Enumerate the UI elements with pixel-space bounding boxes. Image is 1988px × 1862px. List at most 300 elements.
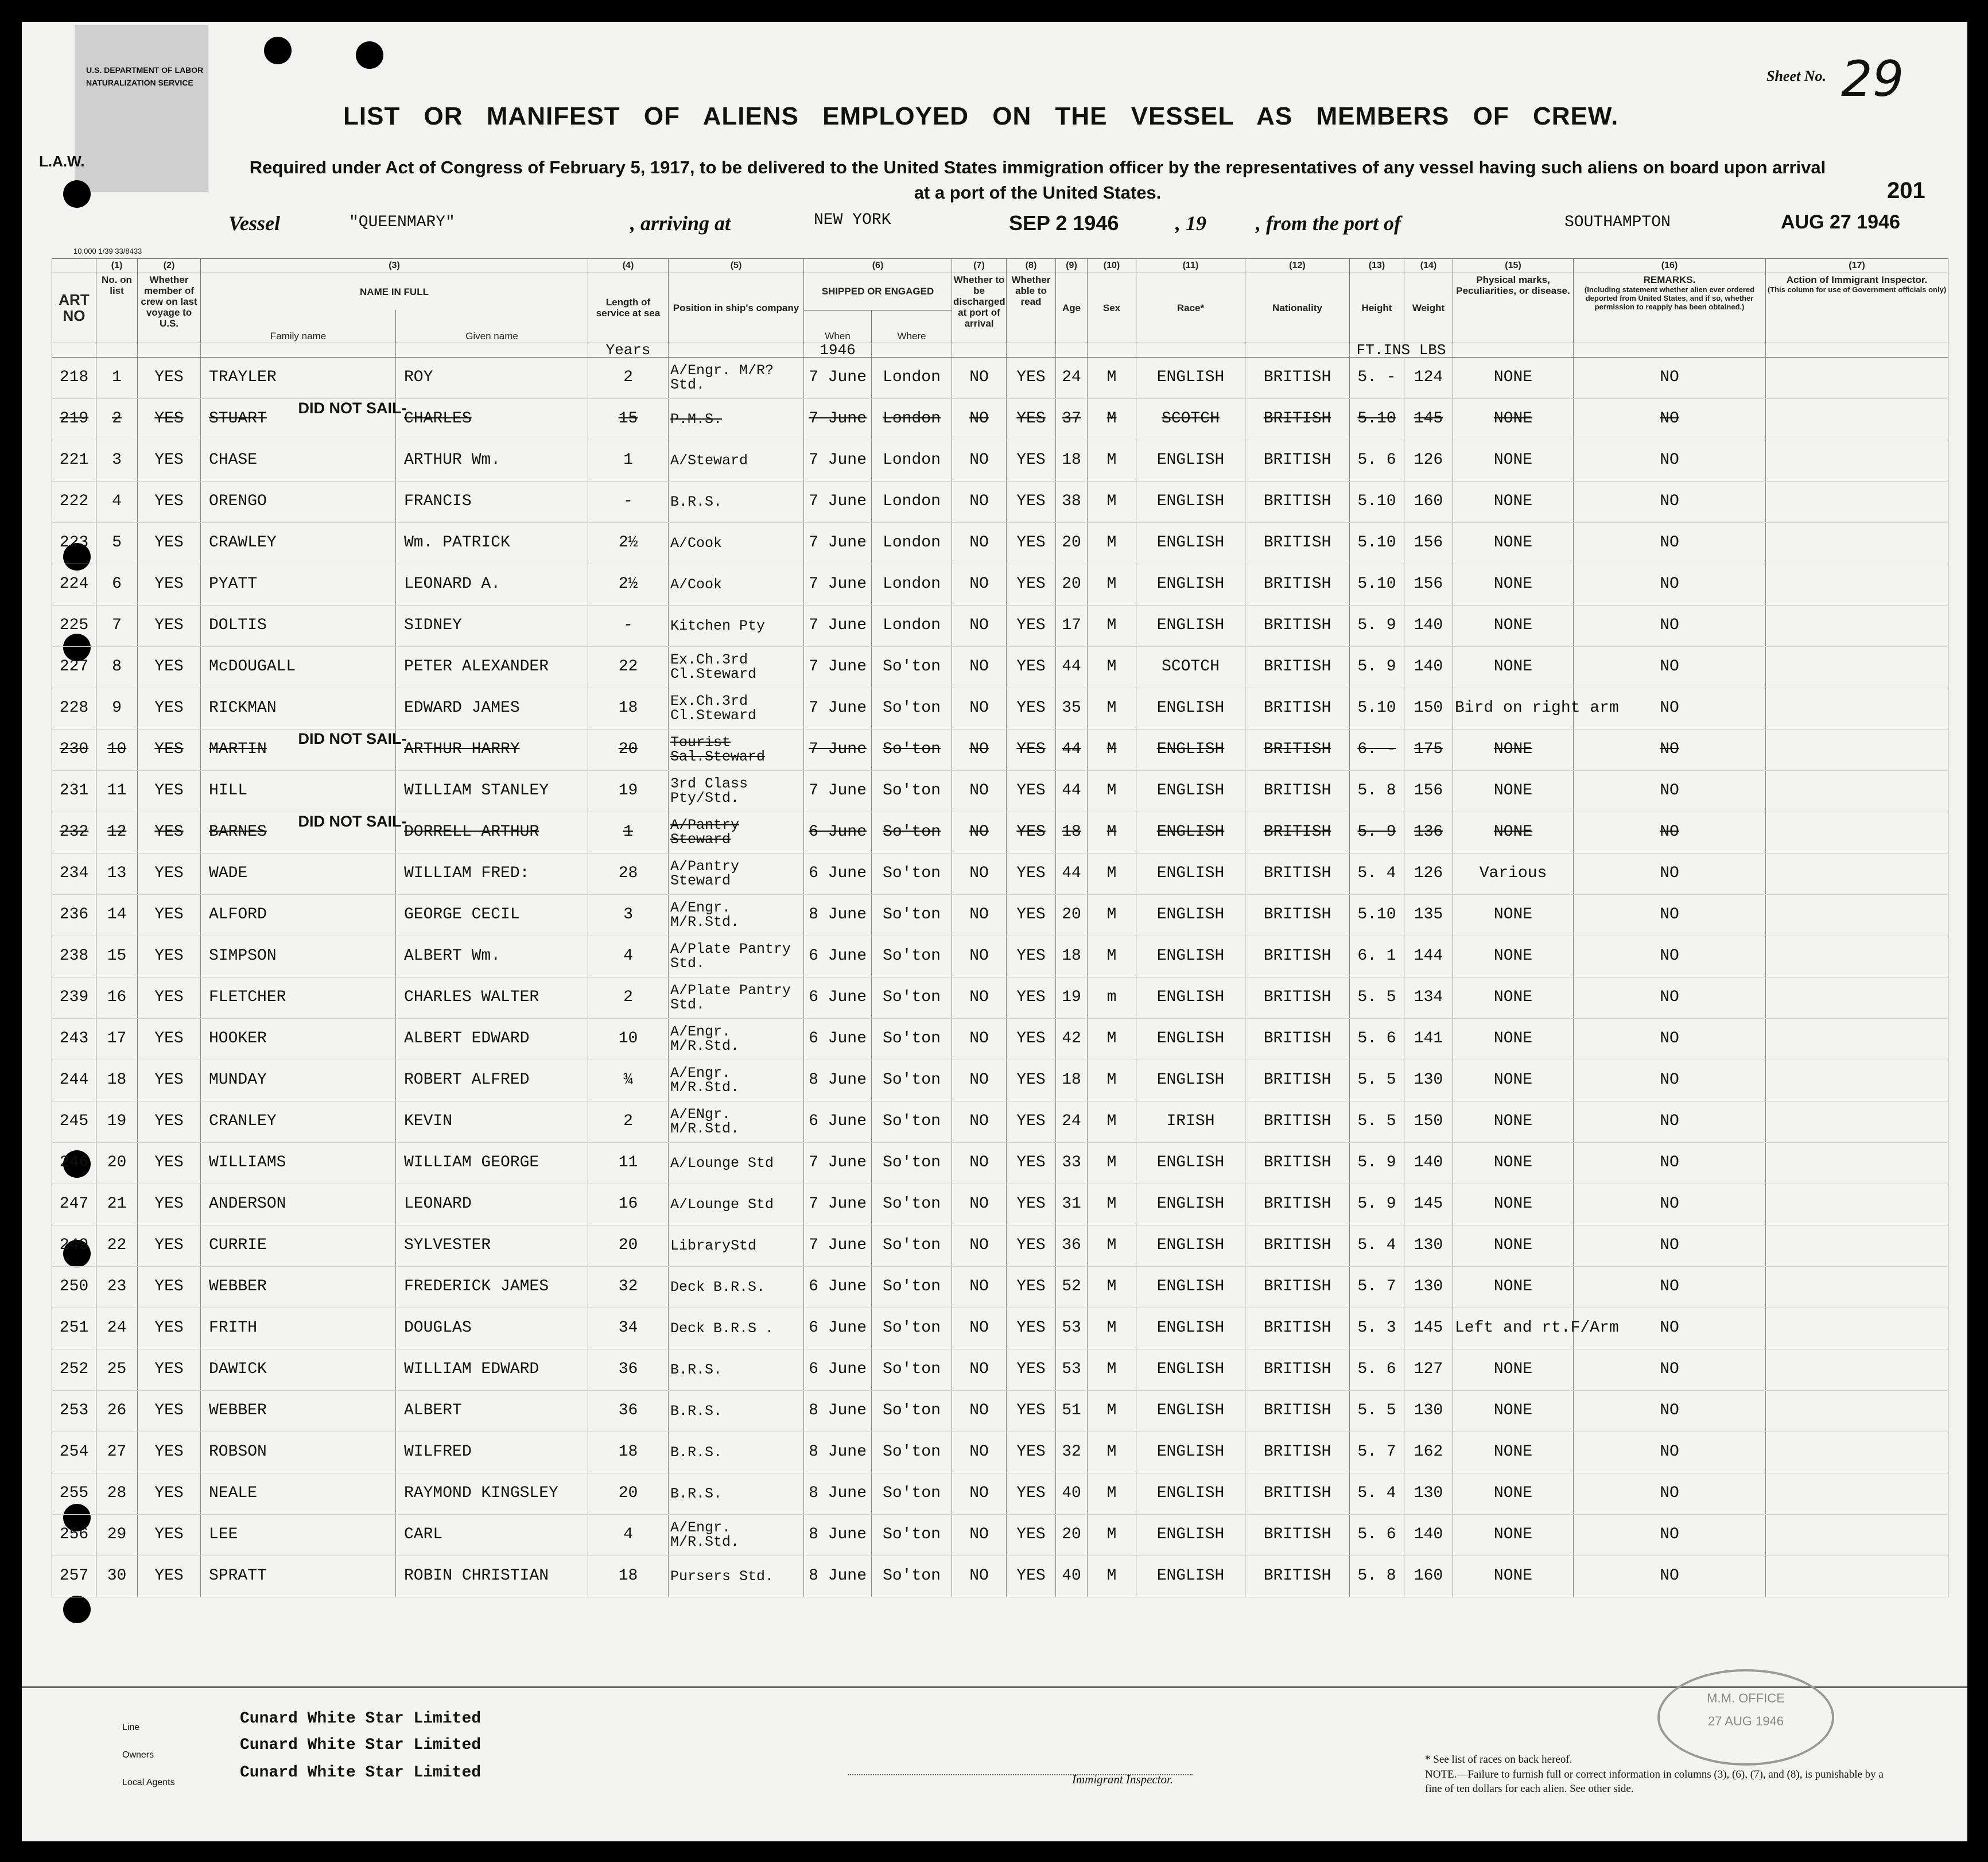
cell-art-number: 251 — [52, 1308, 96, 1349]
cell-physical-marks: Bird on right arm — [1453, 688, 1574, 729]
cell-physical-marks: NONE — [1453, 812, 1574, 853]
punch-hole — [356, 41, 383, 69]
cell-sex: M — [1088, 1018, 1136, 1060]
cell-service-length: 36 — [588, 1390, 669, 1432]
did-not-sail-note: DID NOT SAIL- — [298, 813, 407, 830]
cell-last-voyage: YES — [138, 977, 201, 1018]
cell-position: B.R.S. — [669, 481, 804, 522]
unit-years: Years — [588, 343, 669, 357]
cell-age: 44 — [1056, 646, 1088, 688]
from-label: , from the port of — [1256, 212, 1401, 235]
cell-age: 32 — [1056, 1432, 1088, 1473]
cell-sex: M — [1088, 1225, 1136, 1266]
cell-family-name: MUNDAY — [201, 1060, 396, 1101]
cell-race: ENGLISH — [1136, 1060, 1245, 1101]
cell-given-name: Wm. PATRICK — [396, 522, 588, 564]
cell-position: B.R.S. — [669, 1473, 804, 1514]
header-given-name: Given name — [396, 310, 588, 343]
cell-inspector-action — [1766, 440, 1948, 481]
cell-art-number: 257 — [52, 1555, 96, 1597]
colnum: (7) — [952, 259, 1007, 273]
cell-physical-marks: NONE — [1453, 936, 1574, 977]
cell-age: 36 — [1056, 1225, 1088, 1266]
cell-family-name: TRAYLER — [201, 357, 396, 398]
cell-able-to-read: YES — [1007, 1225, 1056, 1266]
cell-shipped-where: London — [872, 398, 952, 440]
cell-family-name: STUART — [201, 398, 396, 440]
cell-height: 5. 5 — [1350, 977, 1404, 1018]
cell-last-voyage: YES — [138, 688, 201, 729]
cell-art-number: 252 — [52, 1349, 96, 1390]
cell-height: 5. 9 — [1350, 1184, 1404, 1225]
cell-inspector-action — [1766, 770, 1948, 812]
cell-weight: 126 — [1404, 440, 1453, 481]
cell-service-length: 36 — [588, 1349, 669, 1390]
cell-family-name: RICKMAN — [201, 688, 396, 729]
year-label: , 19 — [1175, 212, 1206, 235]
cell-given-name: ARTHUR HARRY — [396, 729, 588, 770]
cell-shipped-when: 7 June — [804, 357, 872, 398]
cell-service-length: 2½ — [588, 564, 669, 605]
cell-nationality: BRITISH — [1245, 1473, 1350, 1514]
cell-race: ENGLISH — [1136, 1225, 1245, 1266]
cell-family-name: CRANLEY — [201, 1101, 396, 1142]
cell-race: ENGLISH — [1136, 1308, 1245, 1349]
cell-height: 5.10 — [1350, 688, 1404, 729]
law-mark: L.A.W. — [39, 153, 85, 170]
cell-weight: 162 — [1404, 1432, 1453, 1473]
cell-discharged: NO — [952, 1101, 1007, 1142]
cell-discharged: NO — [952, 481, 1007, 522]
cell-inspector-action — [1766, 977, 1948, 1018]
cell-art-number: 228 — [52, 688, 96, 729]
table-row — [52, 1555, 1948, 1597]
cell-shipped-where: So'ton — [872, 1473, 952, 1514]
owners-label: Owners — [122, 1750, 154, 1760]
cell-nationality: BRITISH — [1245, 1018, 1350, 1060]
cell-nationality: BRITISH — [1245, 770, 1350, 812]
cell-shipped-where: London — [872, 522, 952, 564]
cell-age: 18 — [1056, 440, 1088, 481]
cell-physical-marks: NONE — [1453, 1555, 1574, 1597]
cell-last-voyage: YES — [138, 1514, 201, 1555]
cell-discharged: NO — [952, 688, 1007, 729]
cell-race: ENGLISH — [1136, 440, 1245, 481]
cell-inspector-action — [1766, 1266, 1948, 1308]
cell-given-name: EDWARD JAMES — [396, 688, 588, 729]
cell-position: A/Engr. M/R.Std. — [669, 1018, 804, 1060]
cell-able-to-read: YES — [1007, 936, 1056, 977]
cell-list-number: 6 — [96, 564, 138, 605]
table-row — [52, 1225, 1948, 1266]
cell-weight: 130 — [1404, 1060, 1453, 1101]
cell-shipped-when: 7 June — [804, 770, 872, 812]
cell-shipped-when: 6 June — [804, 1266, 872, 1308]
cell-service-length: 20 — [588, 1225, 669, 1266]
cell-weight: 144 — [1404, 936, 1453, 977]
cell-shipped-when: 7 June — [804, 1225, 872, 1266]
cell-art-number: 246 — [52, 1142, 96, 1184]
cell-given-name: WILLIAM EDWARD — [396, 1349, 588, 1390]
arrival-date-stamp: SEP 2 1946 — [1009, 211, 1119, 235]
cell-age: 44 — [1056, 770, 1088, 812]
cell-shipped-when: 6 June — [804, 1018, 872, 1060]
cell-physical-marks: NONE — [1453, 977, 1574, 1018]
cell-family-name: DAWICK — [201, 1349, 396, 1390]
colnum: (14) — [1404, 259, 1453, 273]
cell-physical-marks: NONE — [1453, 1349, 1574, 1390]
colnum: (6) — [804, 259, 952, 273]
cell-able-to-read: YES — [1007, 1432, 1056, 1473]
cell-race: ENGLISH — [1136, 1266, 1245, 1308]
cell-given-name: LEONARD — [396, 1184, 588, 1225]
arriving-label: , arriving at — [630, 212, 731, 235]
cell-position: Kitchen Pty — [669, 605, 804, 646]
cell-height: 5. 4 — [1350, 1225, 1404, 1266]
cell-given-name: ROY — [396, 357, 588, 398]
cell-nationality: BRITISH — [1245, 1266, 1350, 1308]
cell-discharged: NO — [952, 812, 1007, 853]
cell-family-name: CRAWLEY — [201, 522, 396, 564]
cell-remarks: NO — [1574, 564, 1766, 605]
cell-age: 53 — [1056, 1308, 1088, 1349]
cell-art-number: 249 — [52, 1225, 96, 1266]
cell-shipped-where: So'ton — [872, 1142, 952, 1184]
cell-service-length: 11 — [588, 1142, 669, 1184]
cell-sex: M — [1088, 1432, 1136, 1473]
cell-position: A/Engr. M/R.Std. — [669, 894, 804, 936]
cell-remarks: NO — [1574, 1514, 1766, 1555]
vessel-name: "QUEENMARY" — [349, 214, 455, 231]
cell-position: Deck B.R.S . — [669, 1308, 804, 1349]
cell-discharged: NO — [952, 1432, 1007, 1473]
cell-height: 5. - — [1350, 357, 1404, 398]
cell-nationality: BRITISH — [1245, 646, 1350, 688]
cell-sex: M — [1088, 1060, 1136, 1101]
cell-height: 5. 9 — [1350, 605, 1404, 646]
cell-shipped-when: 8 June — [804, 894, 872, 936]
cell-race: SCOTCH — [1136, 398, 1245, 440]
cell-shipped-when: 8 June — [804, 1473, 872, 1514]
cell-race: ENGLISH — [1136, 564, 1245, 605]
colnum: (3) — [201, 259, 588, 273]
cell-physical-marks: NONE — [1453, 1018, 1574, 1060]
table-row — [52, 605, 1948, 646]
cell-list-number: 22 — [96, 1225, 138, 1266]
cell-discharged: NO — [952, 522, 1007, 564]
table-row — [52, 1390, 1948, 1432]
cell-shipped-when: 7 June — [804, 481, 872, 522]
cell-position: A/Lounge Std — [669, 1184, 804, 1225]
cell-physical-marks: NONE — [1453, 646, 1574, 688]
did-not-sail-note: DID NOT SAIL- — [298, 399, 407, 417]
cell-age: 44 — [1056, 729, 1088, 770]
cell-given-name: ARTHUR Wm. — [396, 440, 588, 481]
cell-last-voyage: YES — [138, 1432, 201, 1473]
cell-last-voyage: YES — [138, 1266, 201, 1308]
cell-physical-marks: NONE — [1453, 440, 1574, 481]
colnum: (2) — [138, 259, 201, 273]
cell-weight: 156 — [1404, 564, 1453, 605]
cell-art-number: 238 — [52, 936, 96, 977]
cell-list-number: 4 — [96, 481, 138, 522]
crew-table — [52, 258, 1948, 1597]
cell-height: 5. 6 — [1350, 1018, 1404, 1060]
cell-list-number: 15 — [96, 936, 138, 977]
cell-service-length: 28 — [588, 853, 669, 894]
cell-list-number: 28 — [96, 1473, 138, 1514]
cell-list-number: 26 — [96, 1390, 138, 1432]
cell-given-name: WILLIAM FRED: — [396, 853, 588, 894]
cell-remarks: NO — [1574, 770, 1766, 812]
cell-service-length: 32 — [588, 1266, 669, 1308]
cell-shipped-where: So'ton — [872, 1514, 952, 1555]
cell-height: 5. 9 — [1350, 812, 1404, 853]
cell-inspector-action — [1766, 1349, 1948, 1390]
unit-ft-lbs: FT.INS LBS — [1350, 343, 1453, 357]
header-when: When — [804, 310, 872, 343]
vessel-label: Vessel — [228, 212, 280, 235]
cell-remarks: NO — [1574, 522, 1766, 564]
cell-position: A/Steward — [669, 440, 804, 481]
cell-shipped-where: So'ton — [872, 1349, 952, 1390]
cell-nationality: BRITISH — [1245, 1184, 1350, 1225]
cell-sex: M — [1088, 770, 1136, 812]
cell-height: 5. 7 — [1350, 1266, 1404, 1308]
cell-able-to-read: YES — [1007, 481, 1056, 522]
cell-sex: M — [1088, 1473, 1136, 1514]
table-row — [52, 481, 1948, 522]
cell-height: 5.10 — [1350, 481, 1404, 522]
cell-service-length: 18 — [588, 1555, 669, 1597]
table-row — [52, 646, 1948, 688]
cell-service-length: 10 — [588, 1018, 669, 1060]
cell-shipped-where: So'ton — [872, 853, 952, 894]
cell-able-to-read: YES — [1007, 522, 1056, 564]
cell-family-name: WILLIAMS — [201, 1142, 396, 1184]
cell-weight: 175 — [1404, 729, 1453, 770]
did-not-sail-note: DID NOT SAIL- — [298, 730, 407, 747]
cell-able-to-read: YES — [1007, 977, 1056, 1018]
cell-position: Ex.Ch.3rd Cl.Steward — [669, 646, 804, 688]
cell-given-name: DOUGLAS — [396, 1308, 588, 1349]
cell-able-to-read: YES — [1007, 729, 1056, 770]
cell-sex: M — [1088, 1308, 1136, 1349]
cell-weight: 140 — [1404, 1142, 1453, 1184]
cell-race: ENGLISH — [1136, 770, 1245, 812]
cell-service-length: 4 — [588, 1514, 669, 1555]
table-row — [52, 688, 1948, 729]
cell-remarks: NO — [1574, 1060, 1766, 1101]
cell-sex: M — [1088, 522, 1136, 564]
cell-physical-marks: NONE — [1453, 1225, 1574, 1266]
cell-given-name: CHARLES WALTER — [396, 977, 588, 1018]
table-row — [52, 853, 1948, 894]
seal-line-1: M.M. OFFICE — [1707, 1691, 1785, 1705]
header-action — [1766, 273, 1948, 343]
cell-able-to-read: YES — [1007, 1555, 1056, 1597]
cell-position: A/Engr. M/R.Std. — [669, 1060, 804, 1101]
header-remarks — [1574, 273, 1766, 343]
cell-physical-marks: NONE — [1453, 1390, 1574, 1432]
cell-family-name: PYATT — [201, 564, 396, 605]
cell-inspector-action — [1766, 1142, 1948, 1184]
cell-nationality: BRITISH — [1245, 1101, 1350, 1142]
cell-inspector-action — [1766, 812, 1948, 853]
cell-physical-marks: Various — [1453, 853, 1574, 894]
cell-nationality: BRITISH — [1245, 894, 1350, 936]
cell-race: ENGLISH — [1136, 1473, 1245, 1514]
cell-last-voyage: YES — [138, 1101, 201, 1142]
cell-inspector-action — [1766, 1432, 1948, 1473]
cell-race: ENGLISH — [1136, 1390, 1245, 1432]
cell-able-to-read: YES — [1007, 1514, 1056, 1555]
cell-inspector-action — [1766, 357, 1948, 398]
agents-label: Local Agents — [122, 1778, 175, 1787]
cell-height: 5. 9 — [1350, 1142, 1404, 1184]
departure-port: SOUTHAMPTON — [1564, 214, 1671, 231]
cell-service-length: 18 — [588, 1432, 669, 1473]
cell-weight: 140 — [1404, 605, 1453, 646]
cell-list-number: 2 — [96, 398, 138, 440]
cell-family-name: HILL — [201, 770, 396, 812]
cell-given-name: WILFRED — [396, 1432, 588, 1473]
seal-line-2: 27 AUG 1946 — [1707, 1714, 1784, 1728]
cell-age: 35 — [1056, 688, 1088, 729]
header-age: Age — [1056, 273, 1088, 343]
cell-shipped-when: 7 June — [804, 1142, 872, 1184]
table-row — [52, 1349, 1948, 1390]
cell-sex: M — [1088, 688, 1136, 729]
cell-service-length: 2 — [588, 977, 669, 1018]
cell-last-voyage: YES — [138, 357, 201, 398]
cell-nationality: BRITISH — [1245, 1349, 1350, 1390]
cell-race: ENGLISH — [1136, 1184, 1245, 1225]
cell-discharged: NO — [952, 1390, 1007, 1432]
header-art-no: ART NO — [52, 273, 96, 343]
cell-list-number: 23 — [96, 1266, 138, 1308]
cell-given-name: KEVIN — [396, 1101, 588, 1142]
cell-sex: M — [1088, 564, 1136, 605]
header-weight: Weight — [1404, 273, 1453, 343]
cell-art-number: 244 — [52, 1060, 96, 1101]
sheet-number: 29 — [1841, 51, 1904, 108]
cell-art-number: 230 — [52, 729, 96, 770]
cell-shipped-when: 6 June — [804, 1101, 872, 1142]
cell-able-to-read: YES — [1007, 646, 1056, 688]
cell-given-name: RAYMOND KINGSLEY — [396, 1473, 588, 1514]
cell-position: B.R.S. — [669, 1432, 804, 1473]
table-row — [52, 1184, 1948, 1225]
table-row — [52, 1473, 1948, 1514]
cell-last-voyage: YES — [138, 646, 201, 688]
cell-art-number: 254 — [52, 1432, 96, 1473]
department-stamp — [75, 25, 208, 192]
cell-shipped-where: London — [872, 481, 952, 522]
sheet-label: Sheet No. — [1766, 68, 1826, 84]
cell-discharged: NO — [952, 1266, 1007, 1308]
arrival-port: NEW YORK — [814, 211, 891, 229]
cell-discharged: NO — [952, 564, 1007, 605]
cell-shipped-where: So'ton — [872, 729, 952, 770]
cell-shipped-where: So'ton — [872, 1390, 952, 1432]
line-label: Line — [122, 1723, 140, 1732]
cell-shipped-where: So'ton — [872, 1432, 952, 1473]
cell-family-name: NEALE — [201, 1473, 396, 1514]
cell-given-name: ALBERT — [396, 1390, 588, 1432]
cell-age: 18 — [1056, 812, 1088, 853]
table-row — [52, 564, 1948, 605]
cell-able-to-read: YES — [1007, 564, 1056, 605]
cell-shipped-where: London — [872, 564, 952, 605]
cell-service-length: 2 — [588, 1101, 669, 1142]
cell-shipped-where: So'ton — [872, 936, 952, 977]
cell-physical-marks: NONE — [1453, 1184, 1574, 1225]
cell-discharged: NO — [952, 770, 1007, 812]
cell-family-name: WEBBER — [201, 1390, 396, 1432]
cell-family-name: MARTIN — [201, 729, 396, 770]
cell-inspector-action — [1766, 894, 1948, 936]
cell-shipped-where: So'ton — [872, 770, 952, 812]
cell-race: ENGLISH — [1136, 357, 1245, 398]
cell-remarks: NO — [1574, 729, 1766, 770]
cell-race: ENGLISH — [1136, 1514, 1245, 1555]
cell-sex: M — [1088, 894, 1136, 936]
cell-family-name: CURRIE — [201, 1225, 396, 1266]
cell-physical-marks: NONE — [1453, 1266, 1574, 1308]
cell-weight: 126 — [1404, 853, 1453, 894]
cell-sex: M — [1088, 812, 1136, 853]
manifest-document — [22, 22, 1967, 1841]
cell-able-to-read: YES — [1007, 605, 1056, 646]
cell-remarks: NO — [1574, 1184, 1766, 1225]
cell-nationality: BRITISH — [1245, 1390, 1350, 1432]
cell-age: 53 — [1056, 1349, 1088, 1390]
cell-position: Deck B.R.S. — [669, 1266, 804, 1308]
cell-shipped-when: 7 June — [804, 688, 872, 729]
colnum: (4) — [588, 259, 669, 273]
cell-last-voyage: YES — [138, 1473, 201, 1514]
cell-inspector-action — [1766, 1473, 1948, 1514]
cell-sex: M — [1088, 481, 1136, 522]
cell-sex: m — [1088, 977, 1136, 1018]
cell-remarks: NO — [1574, 1266, 1766, 1308]
cell-nationality: BRITISH — [1245, 1514, 1350, 1555]
cell-shipped-where: So'ton — [872, 1308, 952, 1349]
cell-weight: 160 — [1404, 481, 1453, 522]
cell-sex: M — [1088, 398, 1136, 440]
cell-discharged: NO — [952, 1555, 1007, 1597]
cell-list-number: 5 — [96, 522, 138, 564]
cell-art-number: 247 — [52, 1184, 96, 1225]
cell-service-length: 1 — [588, 812, 669, 853]
cell-discharged: NO — [952, 1225, 1007, 1266]
cell-nationality: BRITISH — [1245, 812, 1350, 853]
table-row — [52, 1266, 1948, 1308]
cell-shipped-when: 7 June — [804, 398, 872, 440]
cell-height: 5.10 — [1350, 564, 1404, 605]
cell-remarks: NO — [1574, 812, 1766, 853]
cell-art-number: 218 — [52, 357, 96, 398]
cell-discharged: NO — [952, 1184, 1007, 1225]
cell-list-number: 9 — [96, 688, 138, 729]
cell-sex: M — [1088, 646, 1136, 688]
cell-last-voyage: YES — [138, 1060, 201, 1101]
cell-nationality: BRITISH — [1245, 729, 1350, 770]
cell-age: 33 — [1056, 1142, 1088, 1184]
cell-weight: 145 — [1404, 398, 1453, 440]
cell-position: A/Engr. M/R?Std. — [669, 357, 804, 398]
